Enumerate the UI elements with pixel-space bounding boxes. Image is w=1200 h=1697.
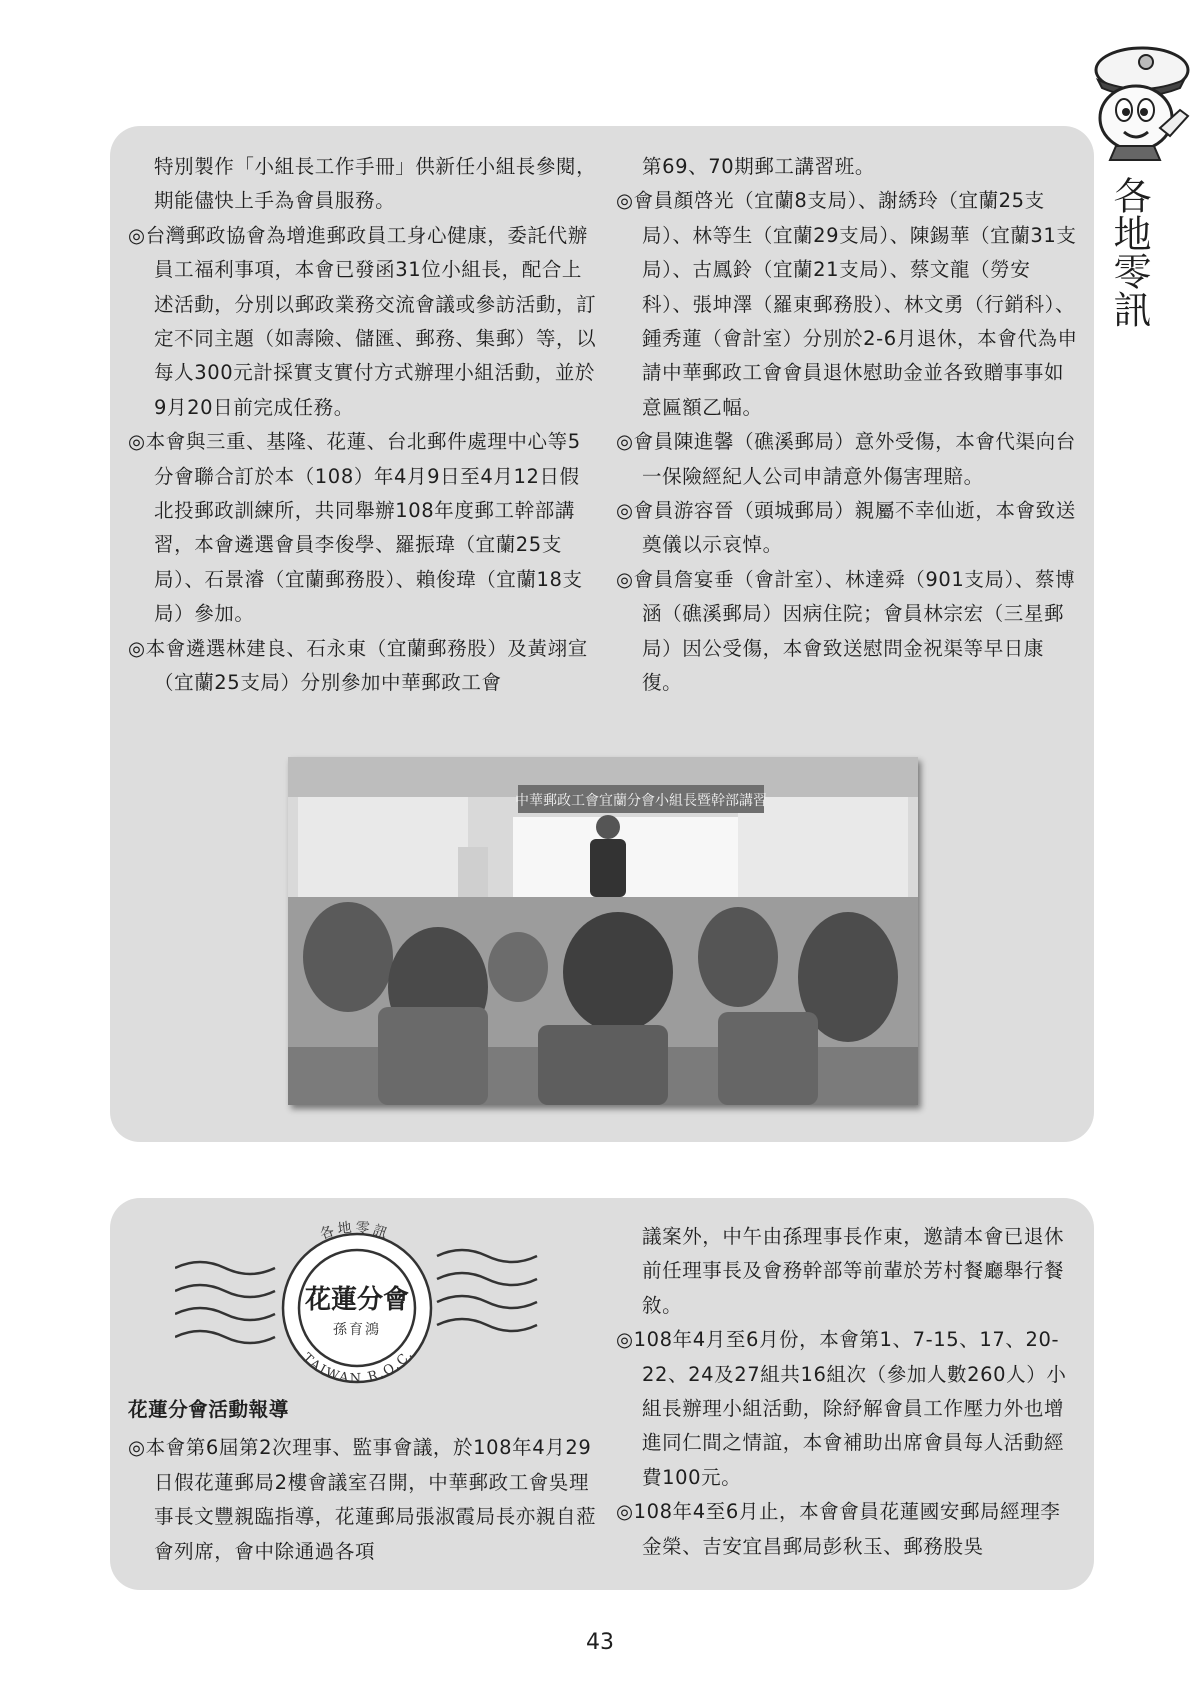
seminar-photo bbox=[288, 757, 918, 1105]
paragraph: ◎108年4月至6月份，本會第1、7-15、17、20-22、24及27組共16組次（參加人數260人）小組長辦理小組活動，除紓解會員工作壓力外也增進同仁間之情誼，本會補助出席會員每人活動經費100元。 bbox=[616, 1328, 1067, 1489]
paragraph: ◎會員陳進馨（礁溪郵局）意外受傷，本會代渠向台一保險經紀人公司申請意外傷害理賠。 bbox=[616, 430, 1076, 488]
page-number: 43 bbox=[586, 1630, 614, 1655]
paragraph: 議案外，中午由孫理事長作東，邀請本會已退休前任理事長及會務幹部等前輩於芳村餐廳舉行餐敘。 bbox=[642, 1225, 1065, 1317]
paragraph: ◎本會遴選林建良、石永東（宜蘭郵務股）及黃翊宣（宜蘭25支局）分別參加中華郵政工會 bbox=[128, 636, 588, 695]
stamp-author: 孫育鴻 bbox=[333, 1322, 381, 1338]
paragraph: ◎本會第6屆第2次理事、監事會議，於108年4月29日假花蓮郵局2樓會議室召開，中華郵政工會吳理事長文豐親臨指導，花蓮郵局張淑霞局長亦親自蒞會列席，會中除通過各項 bbox=[128, 1436, 597, 1563]
top-left-column bbox=[128, 150, 598, 701]
stamp-arc-top: 各地零訊 bbox=[317, 1219, 393, 1244]
article-heading: 花蓮分會活動報導 bbox=[128, 1398, 289, 1421]
photo-banner-text: 中華郵政工會宜蘭分會小組長暨幹部講習 bbox=[515, 793, 767, 809]
paragraph: ◎108年4至6月止，本會會員花蓮國安郵局經理李金榮、吉安宜昌郵局彭秋玉、郵務股吳 bbox=[616, 1500, 1061, 1558]
bottom-left-body bbox=[128, 1431, 598, 1569]
paragraph: ◎會員詹宴垂（會計室）、林達舜（901支局）、蔡博涵（礁溪郵局）因病住院；會員林宗宏（三星郵局）因公受傷，本會致送慰問金祝渠等早日康復。 bbox=[616, 567, 1076, 695]
stamp-arc-bottom: TAIWAN R.O.C. bbox=[299, 1346, 417, 1386]
paragraph: ◎台灣郵政協會為增進郵政員工身心健康，委託代辦員工福利事項，本會已發函31位小組長，配合上述活動，分別以郵政業務交流會議或參訪活動，訂定不同主題（如壽險、儲匯、郵務、集郵）等，以每人300元計採實支實付方式辦理小組活動，並於9月20日前完成任務。 bbox=[128, 223, 597, 419]
bottom-left-column bbox=[128, 1393, 598, 1569]
bottom-right-column bbox=[616, 1220, 1080, 1564]
stamp-branch-name: 花蓮分會 bbox=[304, 1285, 410, 1315]
paragraph: 第69、70期郵工講習班。 bbox=[642, 155, 875, 178]
paragraph: ◎會員游容晉（頭城郵局）親屬不幸仙逝，本會致送奠儀以示哀悼。 bbox=[616, 499, 1076, 557]
mascot-illustration bbox=[1080, 40, 1198, 162]
postmark-stamp bbox=[175, 1216, 545, 1386]
paragraph: ◎會員顏啓光（宜蘭8支局）、謝綉玲（宜蘭25支局）、林等生（宜蘭29支局）、陳錫華（宜蘭31支局）、古鳳鈴（宜蘭21支局）、蔡文龍（勞安科）、張坤澤（羅東郵務股）、林文勇（行銷科）、鍾秀蓮（會計室）分別於2-6月退休，本會代為申請中華郵政工會會員退休慰助金並各致贈事事如意匾額乙幅。 bbox=[616, 189, 1078, 419]
section-title: 各地零訊 bbox=[1107, 176, 1151, 328]
paragraph: ◎本會與三重、基隆、花蓮、台北郵件處理中心等5分會聯合訂於本（108）年4月9日至4月12日假北投郵政訓練所，共同舉辦108年度郵工幹部講習，本會遴選會員李俊學、羅振瑋（宜蘭25支局）、石景濬（宜蘭郵務股）、賴俊瑋（宜蘭18支局）參加。 bbox=[128, 430, 583, 626]
top-right-column bbox=[616, 150, 1080, 701]
paragraph: 特別製作「小組長工作手冊」供新任小組長參閱，期能儘快上手為會員服務。 bbox=[154, 155, 597, 213]
